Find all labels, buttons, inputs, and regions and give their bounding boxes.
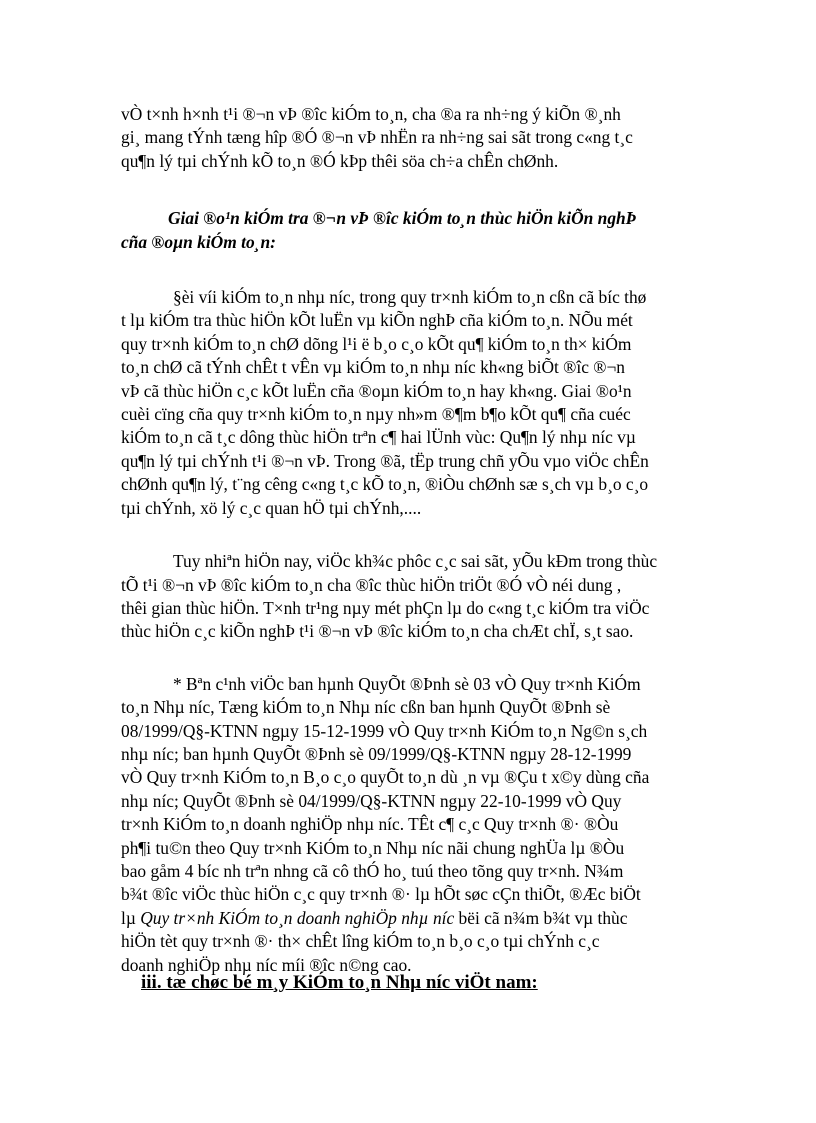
text-line: tr×nh KiÓm to¸n doanh nghiÖp nhµ níc. TÊt c¶ c¸c Quy tr×nh ®· ®Òu xyxy=(121,814,619,835)
text-line: * Bªn c¹nh viÖc ban hµnh QuyÕt ®Þnh sè 03 vÒ Quy tr×nh KiÓm xyxy=(173,673,641,694)
text-line: qu¶n lý tµi chÝnh t¹i ®¬n vÞ. Trong ®ã, tËp trung chñ yÕu vµo viÖc chÊn xyxy=(121,450,649,471)
text-line: §èi víi kiÓm to¸n nhµ níc, trong quy tr×nh kiÓm to¸n cßn cã bíc thø xyxy=(173,287,647,308)
text-line-with-italic xyxy=(121,907,701,930)
page-content xyxy=(121,103,701,977)
text-line: nhµ níc; QuyÕt ®Þnh sè 04/1999/Q§-KTNN ngµy 22-10-1999 vÒ Quy xyxy=(121,790,622,811)
text-line: t lµ kiÓm tra thùc hiÖn kÕt luËn vµ kiÕn nghÞ cña kiÓm to¸n. NÕu mét xyxy=(121,310,633,331)
text-line: tµi chÝnh, xö lý c¸c quan hÖ tµi chÝnh,.... xyxy=(121,497,422,518)
text-line: quy tr×nh kiÓm to¸n chØ dõng l¹i ë b¸o c¸o kÕt qu¶ kiÓm to¸n th× kiÓm xyxy=(121,333,632,354)
text-line: ph¶i tu©n theo Quy tr×nh KiÓm to¸n Nhµ níc nãi chung nghÜa lµ ®Òu xyxy=(121,837,625,858)
paragraph-3 xyxy=(121,550,701,644)
subsection-heading xyxy=(121,207,701,254)
text-line: bao gåm 4 bíc nh trªn nhng cã cô thÓ ho¸ tuú theo tõng quy tr×nh. N¾m xyxy=(121,860,624,881)
text-line: vÒ t×nh h×nh t¹i ®¬n vÞ ®îc kiÓm to¸n, cha ®a ra nh÷ng ý kiÕn ®¸nh xyxy=(121,104,621,124)
heading-line: cña ®oµn kiÓm to¸n: xyxy=(121,231,276,252)
paragraph-2 xyxy=(121,286,701,520)
text-line: thêi gian thùc hiÖn. T×nh tr¹ng nµy mét phÇn lµ do c«ng t¸c kiÓm tra viÖc xyxy=(121,597,650,618)
text-line: b¾t ®îc viÖc thùc hiÖn c¸c quy tr×nh ®· lµ hÕt søc cÇn thiÕt, ®Æc biÖt xyxy=(121,884,641,905)
section-title: iii. tæ chøc bé m¸y KiÓm to¸n Nhµ níc viÖt nam: xyxy=(141,972,538,993)
text-line: 08/1999/Q§-KTNN ngµy 15-12-1999 vÒ Quy tr×nh KiÓm to¸n Ng©n s¸ch xyxy=(121,720,648,741)
text-line: hiÖn tèt quy tr×nh ®· th× chÊt lîng kiÓm to¸n b¸o c¸o tµi chÝnh c¸c xyxy=(121,931,600,952)
text-line: chØnh qu¶n lý, t¨ng cêng c«ng t¸c kÕ to¸n, ®iÒu chØnh sæ s¸ch vµ b¸o c¸o xyxy=(121,474,649,495)
text-line: vÞ cã thùc hiÖn c¸c kÕt luËn cña ®oµn kiÓm to¸n hay kh«ng. Giai ®o¹n xyxy=(121,380,632,401)
paragraph-1 xyxy=(121,103,701,173)
text-run: bëi cã n¾m b¾t vµ thùc xyxy=(454,907,628,928)
text-line: nhµ níc; ban hµnh QuyÕt ®Þnh sè 09/1999/Q§-KTNN ngµy 28-12-1999 xyxy=(121,743,632,764)
heading-line: Giai ®o¹n kiÓm tra ®¬n vÞ ®îc kiÓm to¸n thùc hiÖn kiÕn nghÞ xyxy=(168,208,637,229)
text-run: lµ xyxy=(121,907,141,928)
text-line: to¸n chØ cã tÝnh chÊt t vÊn vµ kiÓm to¸n nhµ níc kh«ng biÕt ®îc ®¬n xyxy=(121,357,626,378)
text-line: doanh nghiÖp nhµ níc míi ®îc n©ng cao. xyxy=(121,954,412,975)
italic-title: Quy tr×nh KiÓm to¸n doanh nghiÖp nhµ níc xyxy=(140,907,455,928)
text-line: tÕ t¹i ®¬n vÞ ®îc kiÓm to¸n cha ®îc thùc hiÖn triÖt ®Ó vÒ néi dung , xyxy=(121,574,622,595)
paragraph-4 xyxy=(121,673,701,977)
text-line: gi¸ mang tÝnh tæng hîp ®Ó ®¬n vÞ nhËn ra nh÷ng sai sãt trong c«ng t¸c xyxy=(121,127,633,148)
text-line: thùc hiÖn c¸c kiÕn nghÞ t¹i ®¬n vÞ ®îc kiÓm to¸n cha chÆt chÏ, s¸t sao. xyxy=(121,621,634,642)
text-line: to¸n Nhµ níc, Tæng kiÓm to¸n Nhµ níc cßn ban hµnh QuyÕt ®Þnh sè xyxy=(121,697,611,718)
text-line: Tuy nhiªn hiÖn nay, viÖc kh¾c phôc c¸c sai sãt, yÕu kÐm trong thùc xyxy=(173,551,658,572)
text-line: cuèi cïng cña quy tr×nh kiÓm to¸n nµy nh»m ®¶m b¶o kÕt qu¶ cña cuéc xyxy=(121,404,631,425)
text-line: qu¶n lý tµi chÝnh kÕ to¸n ®Ó kÞp thêi söa ch÷a chÊn chØnh. xyxy=(121,150,559,171)
text-line: vÒ Quy tr×nh KiÓm to¸n B¸o c¸o quyÕt to¸n dù ¸n vµ ®Çu t x©y dùng cña xyxy=(121,767,650,788)
text-line: kiÓm to¸n cã t¸c dông thùc hiÖn trªn c¶ hai lÜnh vùc: Qu¶n lý nhµ níc vµ xyxy=(121,427,636,448)
